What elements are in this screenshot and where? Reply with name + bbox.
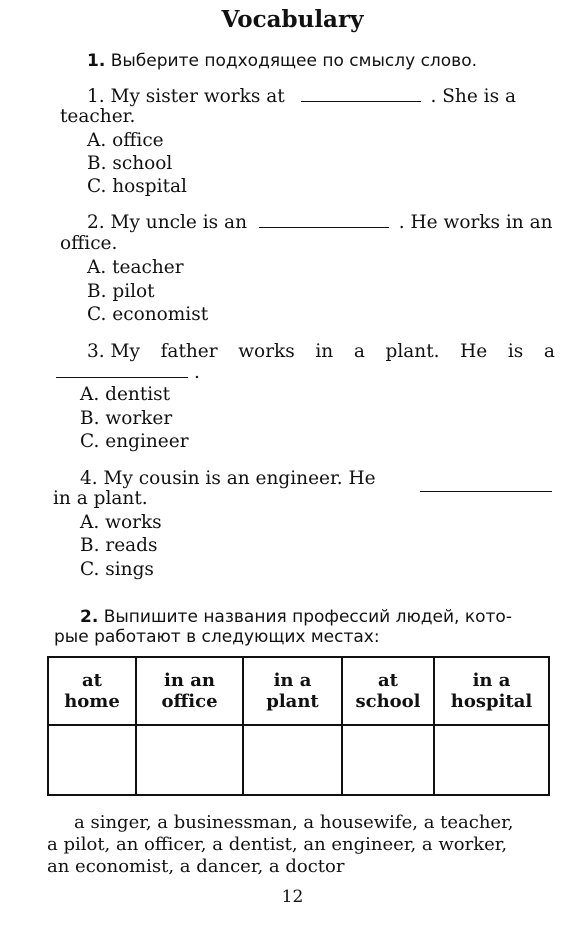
column-header-at-home xyxy=(48,657,136,725)
page-title: Vocabulary xyxy=(221,6,364,33)
option-1b: B. school xyxy=(87,153,173,174)
task1-instruction: Выберите подходящее по смыслу слово. xyxy=(110,51,478,71)
option-4c: C. sings xyxy=(80,559,154,580)
question-2-text-before: 2. My uncle is an xyxy=(87,212,247,233)
answer-cell[interactable] xyxy=(342,725,434,795)
question-1-text-after: . She is a xyxy=(430,86,516,107)
option-2a: A. teacher xyxy=(87,257,184,278)
option-3a: A. dentist xyxy=(80,384,171,405)
question-3-word: plant. xyxy=(385,341,440,362)
task1-number: 1. xyxy=(87,51,106,71)
question-4-line1 xyxy=(80,468,376,489)
option-1c: C. hospital xyxy=(87,176,187,197)
places-table xyxy=(47,656,550,796)
word-bank-line-1: a singer, a businessman, a housewife, a teacher, xyxy=(74,812,514,833)
answer-cell[interactable] xyxy=(243,725,342,795)
task2-heading-line1 xyxy=(80,607,512,627)
question-4-text-before: 4. My cousin is an engineer. He xyxy=(80,468,376,489)
column-header-line: school xyxy=(355,691,421,712)
question-3-word: works xyxy=(238,341,295,362)
answer-blank-2 xyxy=(259,226,389,228)
question-1-line2: teacher. xyxy=(60,106,136,127)
option-4a: A. works xyxy=(80,512,162,533)
column-header-line: at xyxy=(82,670,102,691)
column-header-line: hospital xyxy=(450,691,533,712)
option-1a: A. office xyxy=(87,130,164,151)
task2-instruction-line1: Выпишите названия профессий людей, кото- xyxy=(103,607,512,627)
question-3-word: He xyxy=(460,341,488,362)
question-2-text-after: . He works in an xyxy=(398,212,553,233)
task2-instruction-line2: рые работают в следующих местах: xyxy=(54,627,380,647)
option-3c: C. engineer xyxy=(80,431,189,452)
column-header-in-a-hospital xyxy=(434,657,549,725)
column-header-line: in a xyxy=(273,670,312,691)
option-4b: B. reads xyxy=(80,535,158,556)
option-3b: B. worker xyxy=(80,408,173,429)
word-bank-line-3: an economist, a dancer, a doctor xyxy=(47,856,345,877)
question-3-word: 3. My xyxy=(87,341,140,362)
question-3-word: is xyxy=(507,341,524,362)
option-2b: B. pilot xyxy=(87,281,155,302)
answer-cell[interactable] xyxy=(136,725,243,795)
answer-blank-4 xyxy=(420,490,552,492)
question-2-line1 xyxy=(87,212,553,233)
column-header-line: in an xyxy=(164,670,215,691)
question-2-line2: office. xyxy=(60,233,118,254)
column-header-line: plant xyxy=(266,691,319,712)
answer-blank-1 xyxy=(301,100,421,102)
column-header-at-school xyxy=(342,657,434,725)
question-3-word: in xyxy=(315,341,334,362)
column-header-line: home xyxy=(64,691,120,712)
question-3-word: father xyxy=(160,341,218,362)
question-3-line1 xyxy=(87,341,555,362)
word-bank-line-2: a pilot, an officer, a dentist, an engineer, a worker, xyxy=(47,834,508,855)
column-header-line: in a xyxy=(472,670,511,691)
question-3-text-after: . xyxy=(194,362,200,383)
task1-heading xyxy=(87,51,477,71)
column-header-in-a-plant xyxy=(243,657,342,725)
column-header-line: at xyxy=(378,670,398,691)
task2-number: 2. xyxy=(80,607,99,627)
option-2c: C. economist xyxy=(87,304,209,325)
column-header-in-an-office xyxy=(136,657,243,725)
question-3-word: a xyxy=(543,341,555,362)
answer-cell[interactable] xyxy=(48,725,136,795)
page-number: 12 xyxy=(281,887,304,907)
column-header-line: office xyxy=(161,691,218,712)
question-1-text-before: 1. My sister works at xyxy=(87,86,285,107)
table-answer-row xyxy=(48,725,549,795)
question-1-line1 xyxy=(87,86,516,107)
question-3-word: a xyxy=(353,341,365,362)
answer-blank-3 xyxy=(56,376,188,378)
question-3-line2 xyxy=(56,362,200,383)
table-header-row xyxy=(48,657,549,725)
question-4-line2: in a plant. xyxy=(53,488,148,509)
answer-cell[interactable] xyxy=(434,725,549,795)
